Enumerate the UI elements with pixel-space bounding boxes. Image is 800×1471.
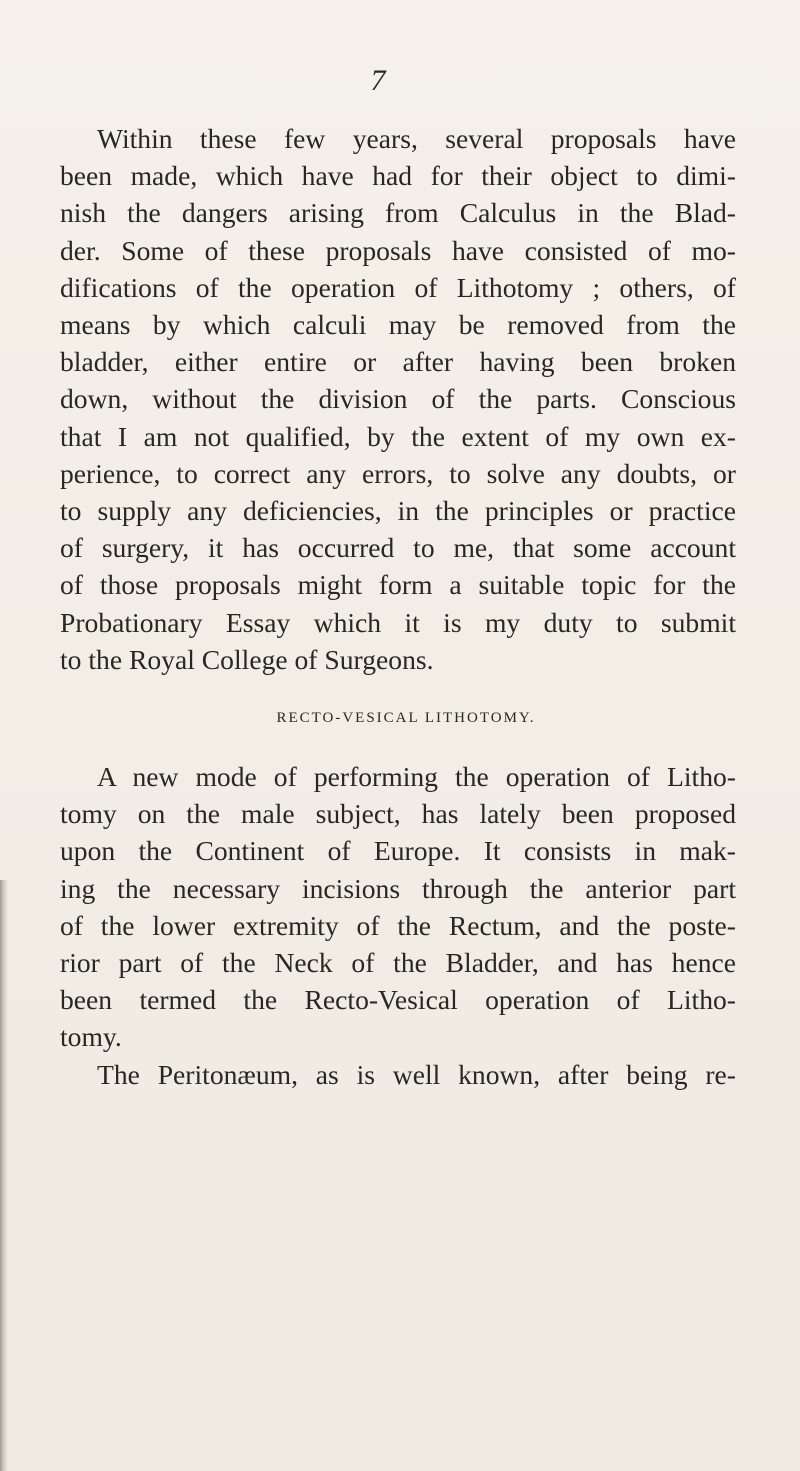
text-line: of surgery, it has occurred to me, that some account bbox=[60, 532, 736, 564]
text-line: A new mode of performing the operation of Litho- bbox=[97, 761, 736, 792]
text-line: tomy on the male subject, has lately been proposed bbox=[60, 798, 736, 830]
paragraph-1 bbox=[60, 120, 736, 678]
text-line: to the Royal College of Surgeons. bbox=[60, 643, 434, 675]
section-heading: RECTO-VESICAL LITHOTOMY. bbox=[276, 710, 536, 726]
text-line: difications of the operation of Lithotomy ; others, of bbox=[60, 271, 736, 303]
text-line: ing the necessary incisions through the anterior part bbox=[60, 872, 736, 904]
text-line: rior part of the Neck of the Bladder, and has hence bbox=[60, 947, 736, 979]
text-line: down, without the division of the parts. Conscious bbox=[60, 383, 736, 415]
text-line: been made, which have had for their object to dimi- bbox=[60, 160, 736, 192]
text-line: bladder, either entire or after having been broken bbox=[60, 346, 736, 378]
paragraph-2 bbox=[60, 758, 736, 1093]
text-line: been termed the Recto-Vesical operation of Litho- bbox=[60, 984, 736, 1016]
text-line: to supply any deficiencies, in the principles or practice bbox=[60, 495, 736, 527]
text-line: that I am not qualified, by the extent of my own ex- bbox=[60, 420, 736, 452]
page-number: 7 bbox=[370, 64, 386, 97]
text-line: Probationary Essay which it is my duty to submit bbox=[60, 606, 736, 638]
text-line: der. Some of these proposals have consisted of mo- bbox=[60, 234, 736, 266]
text-line: perience, to correct any errors, to solve any doubts, or bbox=[60, 457, 736, 489]
text-line: tomy. bbox=[60, 1021, 122, 1053]
text-line: The Peritonæum, as is well known, after being re- bbox=[97, 1058, 736, 1090]
text-line: of those proposals might form a suitable topic for the bbox=[60, 569, 736, 601]
text-line: Within these few years, several proposals have bbox=[97, 123, 736, 154]
page-edge-shadow bbox=[0, 880, 8, 1471]
text-line: means by which calculi may be removed from the bbox=[60, 309, 736, 341]
text-line: nish the dangers arising from Calculus in the Blad- bbox=[60, 197, 736, 229]
text-line: of the lower extremity of the Rectum, and the poste- bbox=[60, 909, 736, 941]
text-line: upon the Continent of Europe. It consists in mak- bbox=[60, 835, 736, 867]
